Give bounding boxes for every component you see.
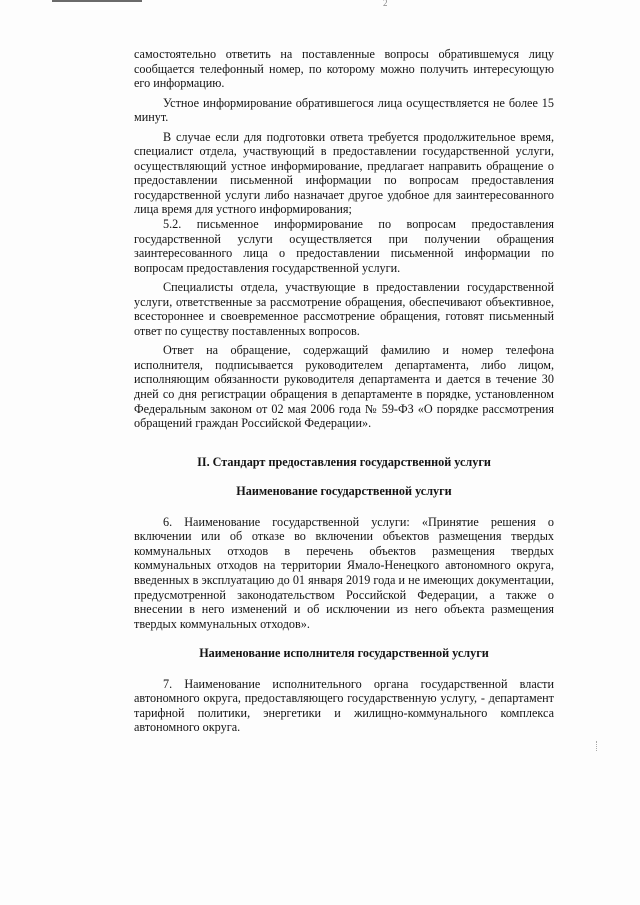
document-body xyxy=(134,47,554,735)
paragraph-continuation: самостоятельно ответить на поставленные вопросы обратившемуся лицу сообщается телефонный номер, по которому можно получить интересующую его информацию. xyxy=(134,47,554,91)
subheading-service-name: Наименование государственной услуги xyxy=(236,484,452,499)
paragraph-long-answer: В случае если для подготовки ответа требуется продолжительное время, специалист отдела, участвующий в предоставлении государственной услуги, осуществляющий устное информирование, предлагает направить обращение о предоставлении письменной информации по вопросам предоставления государственной услуги либо назначает другое удобное для заинтересованного лица время для устного информирования; xyxy=(134,129,554,217)
paragraph-service-name: 6. Наименование государственной услуги: «Принятие решения о включении или об отказе во включении объектов размещения твердых коммунальных отходов в перечень объектов размещения твердых коммунальных отходов на территории Ямало-Ненецкого автономного округа, введенных в эксплуатацию до 01 января 2019 года и не имеющих документации, предусмотренной законодательством Российской Федерации, а также о внесении в него изменений и об исключении из него объекта размещения твердых коммунальных отходов». xyxy=(134,514,554,631)
section-heading: II. Стандарт предоставления государственной услуги xyxy=(197,454,491,469)
subheading-executor-name: Наименование исполнителя государственной услуги xyxy=(199,646,489,661)
paragraph-oral-duration: Устное информирование обратившегося лица осуществляется не более 15 минут. xyxy=(134,95,554,125)
scan-edge-mark xyxy=(52,0,142,2)
paragraph-specialists: Специалисты отдела, участвующие в предоставлении государственной услуги, ответственные за рассмотрение обращения, обеспечивают объективное, всестороннее и своевременное рассмотрение обращения, готовят письменный ответ по существу поставленных вопросов. xyxy=(134,280,554,338)
page-number: 2 xyxy=(383,0,388,8)
paragraph-answer: Ответ на обращение, содержащий фамилию и номер телефона исполнителя, подписывается руководителем департамента, либо лицом, исполняющим обязанности руководителя департамента и дается в течение 30 дней со дня регистрации обращения в департаменте в порядке, установленном Федеральным законом от 02 мая 2006 года № 59-ФЗ «О порядке рассмотрения обращений граждан Российской Федерации». xyxy=(134,343,554,431)
scan-margin-mark xyxy=(596,741,598,751)
paragraph-executor-name: 7. Наименование исполнительного органа государственной власти автономного округа, предоставляющего государственную услугу, - департамент тарифной политики, энергетики и жилищно-коммунального комплекса автономного округа. xyxy=(134,676,554,735)
paragraph-written-info: 5.2. письменное информирование по вопросам предоставления государственной услуги осуществляется при получении обращения заинтересованного лица о предоставлении письменной информации по вопросам предоставления государственной услуги. xyxy=(134,217,554,275)
